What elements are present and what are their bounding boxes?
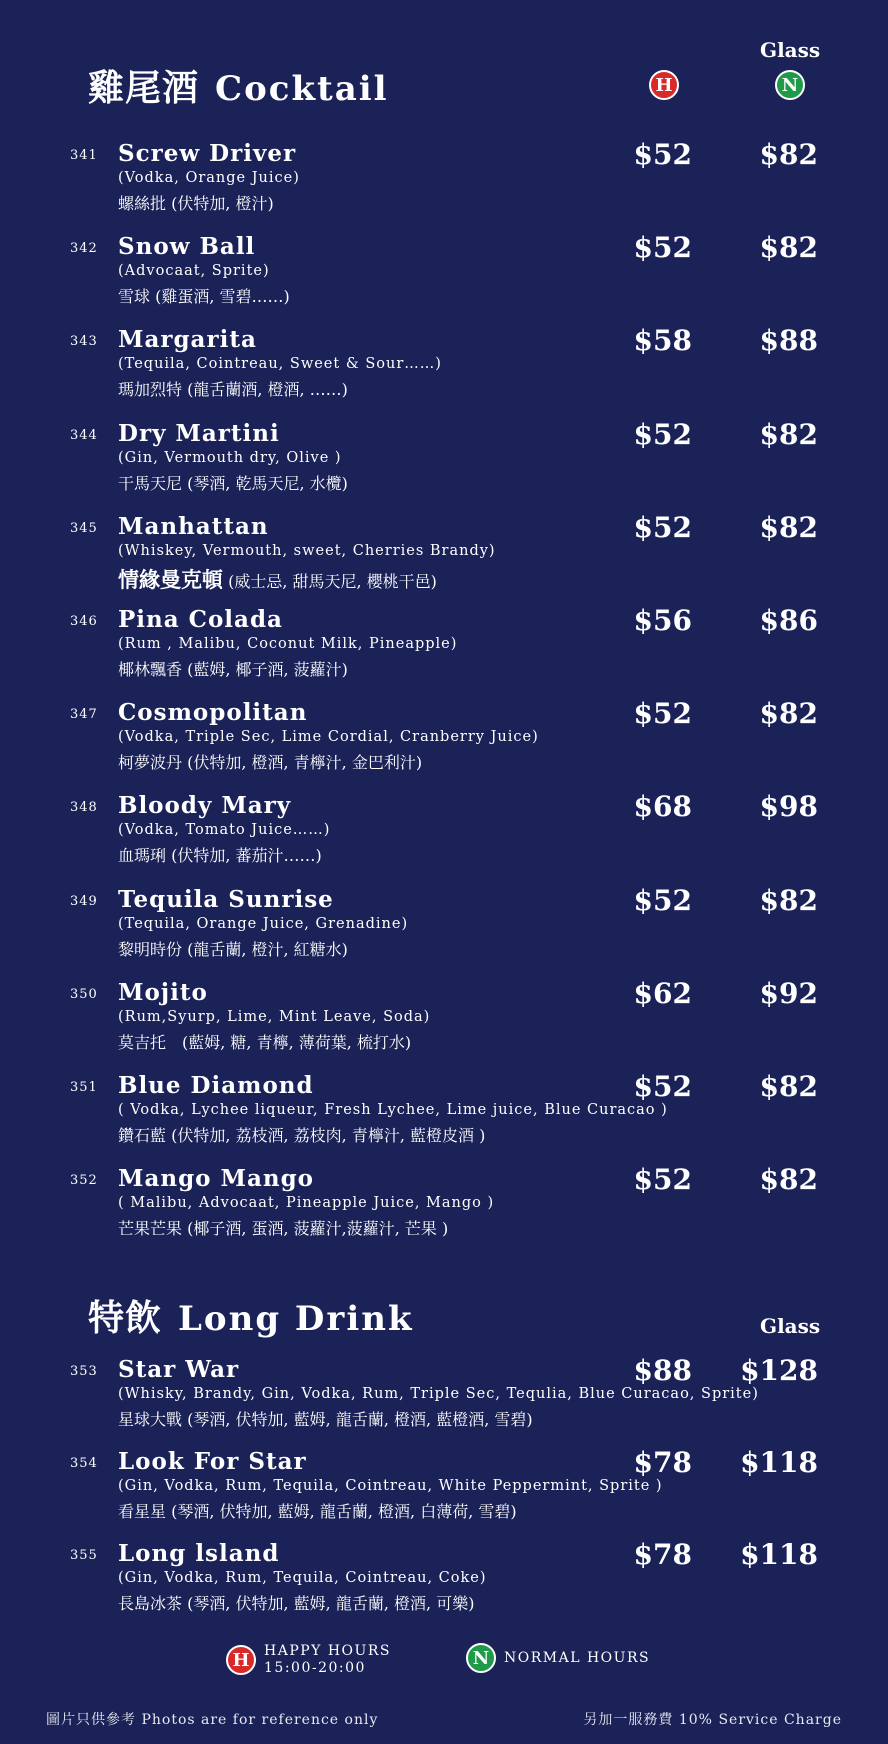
item-number: 343: [70, 334, 98, 350]
item-name: Cosmopolitan: [118, 699, 308, 727]
happy-hours-price: $78: [633, 1446, 692, 1479]
happy-hours-price: $88: [633, 1354, 692, 1387]
item-name: Dry Martini: [118, 419, 280, 447]
item-chinese-name: [118, 843, 322, 866]
item-ingredients: (Rum,Syurp, Lime, Mint Leave, Soda): [118, 1008, 431, 1025]
item-ingredients: (Whiskey, Vermouth, sweet, Cherries Brandy): [118, 542, 496, 559]
item-chinese-desc: 鑽石藍 (伏特加, 荔枝酒, 荔枝肉, 青檸汁, 藍橙皮酒 ): [118, 1126, 486, 1145]
item-ingredients: (Advocaat, Sprite): [118, 263, 270, 280]
normal-hours-price: $82: [759, 417, 818, 451]
happy-hours-price: $62: [633, 976, 692, 1010]
happy-hours-legend-icon: H: [226, 1645, 256, 1675]
item-name: Manhattan: [118, 512, 269, 540]
item-ingredients: (Whisky, Brandy, Gin, Vodka, Rum, Triple Sec, Tequlia, Blue Curacao, Sprite): [118, 1386, 759, 1402]
normal-hours-label: NORMAL HOURS: [504, 1649, 651, 1666]
happy-hours-price: $52: [633, 138, 692, 171]
legend-normal-hours: [466, 1643, 650, 1683]
item-chinese-name: [118, 1216, 448, 1239]
happy-hours-price: $52: [633, 417, 692, 451]
happy-hours-price: $52: [633, 697, 692, 731]
cocktail-title: [88, 60, 389, 111]
item-ingredients: (Vodka, Orange Juice): [118, 170, 300, 186]
item-chinese-name: [118, 657, 348, 680]
item-ingredients: ( Vodka, Lychee liqueur, Fresh Lychee, Lime juice, Blue Curacao ): [118, 1102, 668, 1118]
item-chinese-name: [118, 284, 290, 307]
cocktail-title-zh: 雞尾酒: [88, 67, 200, 109]
item-chinese-name: [118, 1030, 411, 1053]
longdrink-title-en: Long Drink: [178, 1299, 414, 1339]
normal-hours-price: $82: [759, 1070, 818, 1103]
happy-hours-price: $52: [633, 231, 692, 265]
item-name: Snow Ball: [118, 233, 256, 261]
item-number: 346: [70, 614, 98, 629]
happy-hours-price: $52: [633, 1070, 692, 1103]
item-chinese-desc: (威士忌, 甜馬天尼, 櫻桃干邑): [223, 571, 437, 591]
normal-hours-price: $128: [740, 1354, 818, 1387]
item-ingredients: (Tequila, Orange Juice, Grenadine): [118, 915, 409, 932]
item-ingredients: (Tequila, Cointreau, Sweet & Sour……): [118, 356, 442, 373]
item-ingredients: ( Malibu, Advocaat, Pineapple Juice, Mango ): [118, 1195, 495, 1212]
cocktail-title-en: Cocktail: [215, 69, 389, 109]
normal-hours-price: $86: [759, 604, 818, 637]
item-chinese-name: [118, 564, 437, 594]
item-chinese-desc: 長島冰茶 (琴酒, 伏特加, 藍姆, 龍舌蘭, 橙酒, 可樂): [118, 1594, 475, 1613]
item-chinese-desc: 黎明時份 (龍舌蘭, 橙汁, 紅糖水): [118, 939, 348, 959]
item-ingredients: (Gin, Vodka, Rum, Tequila, Cointreau, White Peppermint, Sprite ): [118, 1478, 663, 1494]
normal-hours-price: $118: [740, 1538, 818, 1571]
normal-hours-price: $82: [759, 510, 818, 544]
normal-hours-price: $82: [759, 697, 818, 731]
legend-happy-hours: [226, 1643, 391, 1683]
item-ingredients: (Rum , Malibu, Coconut Milk, Pineapple): [118, 636, 458, 652]
item-chinese-name: [118, 471, 348, 494]
happy-hours-price: $56: [633, 604, 692, 637]
item-ingredients: (Vodka, Tomato Juice……): [118, 822, 331, 839]
footer-photo-note: 圖片只供參考 Photos are for reference only: [46, 1712, 379, 1728]
item-ingredients: (Vodka, Triple Sec, Lime Cordial, Cranberry Juice): [118, 729, 539, 746]
item-number: 344: [70, 427, 98, 443]
happy-hours-time: 15:00-20:00: [264, 1660, 366, 1676]
longdrink-title: [88, 1290, 414, 1341]
happy-hours-price: $58: [633, 324, 692, 358]
item-number: 341: [70, 148, 98, 163]
normal-hours-price: $88: [759, 324, 818, 358]
item-number: 342: [70, 241, 98, 257]
item-chinese-desc: 柯夢波丹 (伏特加, 橙酒, 青檸汁, 金巴利汁): [118, 753, 423, 773]
item-name: Screw Driver: [118, 140, 297, 167]
normal-hours-badge-icon: N: [775, 70, 805, 100]
item-chinese-desc: 芒果芒果 (椰子酒, 蛋酒, 菠蘿汁,菠蘿汁, 芒果 ): [118, 1219, 449, 1239]
item-number: 352: [70, 1173, 98, 1189]
item-name: Pina Colada: [118, 606, 283, 633]
normal-hours-legend-icon: N: [466, 1643, 496, 1673]
longdrink-title-zh: 特飲: [88, 1297, 163, 1339]
item-number: 353: [70, 1364, 98, 1379]
item-name: Margarita: [118, 326, 257, 354]
item-ingredients: (Gin, Vermouth dry, Olive ): [118, 449, 342, 466]
item-chinese-name: [118, 1123, 485, 1146]
item-chinese-desc: 莫吉托 (藍姆, 糖, 青檸, 薄荷葉, 梳打水): [118, 1032, 412, 1052]
normal-hours-price: $98: [759, 790, 818, 824]
item-ingredients: (Gin, Vodka, Rum, Tequila, Cointreau, Coke): [118, 1570, 487, 1586]
item-chinese-title: 情緣曼克頓: [118, 566, 223, 592]
happy-hours-price: $78: [633, 1538, 692, 1571]
item-chinese-desc: 椰林飄香 (藍姆, 椰子酒, 菠蘿汁): [118, 660, 348, 679]
happy-hours-price: $52: [633, 1163, 692, 1197]
item-chinese-name: [118, 937, 348, 960]
item-chinese-name: [118, 1591, 474, 1614]
happy-hours-badge-icon: H: [649, 70, 679, 100]
item-chinese-desc: 瑪加烈特 (龍舌蘭酒, 橙酒, ……): [118, 380, 348, 400]
item-chinese-desc: 血瑪琍 (伏特加, 蕃茄汁……): [118, 846, 322, 866]
item-number: 347: [70, 707, 98, 723]
item-name: Star War: [118, 1356, 240, 1383]
item-chinese-desc: 星球大戰 (琴酒, 伏特加, 藍姆, 龍舌蘭, 橙酒, 藍橙酒, 雪碧): [118, 1410, 533, 1429]
item-name: Look For Star: [118, 1448, 307, 1475]
normal-hours-price: $92: [759, 976, 818, 1010]
item-number: 345: [70, 520, 98, 536]
item-chinese-desc: 看星星 (琴酒, 伏特加, 藍姆, 龍舌蘭, 橙酒, 白薄荷, 雪碧): [118, 1502, 517, 1521]
item-name: Blue Diamond: [118, 1072, 314, 1099]
item-name: Long lsland: [118, 1540, 280, 1567]
item-name: Mango Mango: [118, 1165, 315, 1193]
item-chinese-desc: 雪球 (雞蛋酒, 雪碧……): [118, 287, 290, 307]
item-chinese-name: [118, 191, 274, 214]
happy-hours-price: $52: [633, 510, 692, 544]
happy-hours-price: $52: [633, 883, 692, 917]
happy-hours-label: HAPPY HOURS: [264, 1643, 391, 1659]
item-number: 350: [70, 986, 98, 1002]
item-number: 351: [70, 1080, 98, 1095]
item-chinese-name: [118, 750, 422, 773]
normal-hours-price: $82: [759, 1163, 818, 1197]
footer-service-charge: 另加一服務費 10% Service Charge: [583, 1712, 842, 1728]
happy-hours-price: $68: [633, 790, 692, 824]
normal-hours-price: $82: [759, 883, 818, 917]
normal-hours-price: $82: [759, 231, 818, 265]
normal-hours-price: $82: [759, 138, 818, 171]
item-chinese-desc: 干馬天尼 (琴酒, 乾馬天尼, 水欖): [118, 473, 348, 493]
cocktail-glass-label: Glass: [760, 38, 821, 62]
item-name: Mojito: [118, 978, 208, 1006]
item-chinese-name: [118, 1407, 533, 1430]
item-name: Tequila Sunrise: [118, 885, 334, 913]
item-name: Bloody Mary: [118, 792, 292, 820]
item-number: 349: [70, 893, 98, 909]
item-number: 355: [70, 1548, 98, 1563]
item-chinese-desc: 螺絲批 (伏特加, 橙汁): [118, 194, 274, 213]
longdrink-glass-label: Glass: [760, 1314, 821, 1338]
item-chinese-name: [118, 377, 348, 400]
item-chinese-name: [118, 1499, 517, 1522]
item-number: 348: [70, 800, 98, 816]
item-number: 354: [70, 1456, 98, 1471]
normal-hours-price: $118: [740, 1446, 818, 1479]
